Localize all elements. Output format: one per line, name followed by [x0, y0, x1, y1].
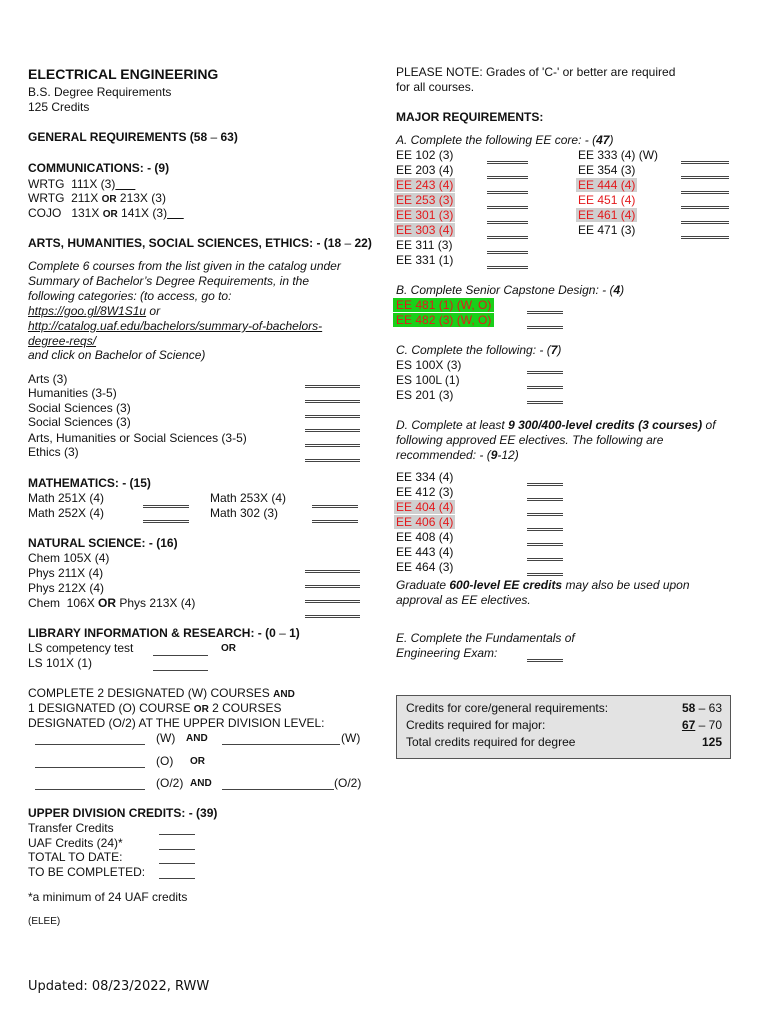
blank-line[interactable] [527, 472, 563, 484]
grad-note-2: approval as EE electives. [396, 593, 531, 607]
e-heading-2: Engineering Exam: [396, 646, 498, 660]
blank-line[interactable] [153, 644, 208, 656]
blank-line[interactable] [305, 433, 360, 445]
core-course: EE 311 (3) [396, 238, 453, 252]
upper-item: Transfer Credits [28, 821, 114, 835]
catalog-long-link-cont[interactable]: degree-reqs/ [28, 334, 97, 348]
o2-label: (O/2) [334, 776, 362, 790]
math-heading: MATHEMATICS: - (15) [28, 476, 151, 490]
c-heading: C. Complete the following: - (7) [396, 343, 562, 357]
arts-item: Ethics (3) [28, 445, 79, 459]
elective-course: EE 443 (4) [396, 545, 454, 559]
library-heading: LIBRARY INFORMATION & RESEARCH: - (0 – 1) [28, 626, 300, 640]
arts-item: Arts (3) [28, 372, 68, 386]
arts-heading: ARTS, HUMANITIES, SOCIAL SCIENCES, ETHICS: - (18 – 22) [28, 236, 372, 250]
upper-item: TOTAL TO DATE: [28, 850, 123, 864]
blank-line[interactable] [487, 165, 528, 177]
note-line-2: for all courses. [396, 80, 475, 94]
blank-line[interactable] [305, 574, 360, 586]
core-course-red: EE 451 (4) [578, 193, 636, 207]
math-item: Math 302 (3) [210, 506, 279, 520]
core-course-red: EE 253 (3) [396, 193, 454, 207]
or-label: OR [190, 756, 205, 767]
elective-course: EE 464 (3) [396, 560, 454, 574]
catalog-short-link[interactable]: https://goo.gl/8W1S1u [28, 304, 147, 318]
arts-desc-3: following categories: (to access, go to: [28, 289, 232, 303]
arts-item: Social Sciences (3) [28, 401, 131, 415]
degree-label: B.S. Degree Requirements [28, 85, 172, 99]
blank-line[interactable] [305, 404, 360, 416]
blank-line[interactable] [305, 448, 360, 460]
summary-label: Credits for core/general requirements: [406, 701, 609, 715]
arts-desc-2: Summary of Bachelor’s Degree Requirements, in the [28, 274, 310, 288]
blank-line[interactable] [159, 867, 195, 879]
core-course: EE 102 (3) [396, 148, 454, 162]
core-course: EE 471 (3) [578, 223, 636, 237]
designated-line-1: COMPLETE 2 DESIGNATED (W) COURSES AND [28, 686, 295, 700]
blank-line[interactable] [527, 648, 563, 660]
science-item: Phys 211X (4) [28, 566, 104, 580]
core-course-red: EE 461 (4) [578, 208, 636, 222]
blank-line[interactable] [35, 778, 145, 790]
program-code: (ELEE) [28, 916, 61, 927]
designated-line-3: DESIGNATED (O/2) AT THE UPPER DIVISION LEVEL: [28, 716, 325, 730]
library-item: LS competency test [28, 641, 134, 655]
blank-line[interactable] [681, 195, 729, 207]
core-course-red: EE 301 (3) [396, 208, 454, 222]
comm-line-1: WRTG 111X (3) [28, 177, 116, 191]
blank-line[interactable] [681, 165, 729, 177]
blank-line[interactable] [681, 180, 729, 192]
library-or: OR [221, 643, 236, 654]
and-label: AND [186, 733, 208, 744]
o2-label: (O/2) [156, 776, 184, 790]
blank-line[interactable] [527, 502, 563, 514]
grad-note-1: Graduate 600-level EE credits may also be used upon [396, 578, 690, 592]
blank-line[interactable] [159, 852, 195, 864]
general-heading: GENERAL REQUIREMENTS (58 – 63) [28, 130, 238, 144]
c-course: ES 100L (1) [396, 373, 460, 387]
core-course-red: EE 444 (4) [578, 178, 636, 192]
arts-desc-1: Complete 6 courses from the list given in the catalog under [28, 259, 341, 273]
blank-line[interactable] [222, 733, 340, 745]
upper-item: TO BE COMPLETED: [28, 865, 146, 879]
core-course-red: EE 303 (4) [396, 223, 454, 237]
science-item: Chem 106X OR Phys 213X (4) [28, 596, 196, 610]
blank-line[interactable] [487, 180, 528, 192]
blank-line[interactable] [487, 240, 528, 252]
blank-line[interactable] [681, 150, 729, 162]
upper-item: UAF Credits (24)* [28, 836, 123, 850]
core-course-red: EE 243 (4) [396, 178, 454, 192]
core-course: EE 203 (4) [396, 163, 454, 177]
arts-item: Arts, Humanities or Social Sciences (3-5) [28, 431, 247, 445]
blank-line[interactable] [487, 225, 528, 237]
upper-heading: UPPER DIVISION CREDITS: - (39) [28, 806, 218, 820]
blank-line[interactable] [305, 559, 360, 571]
upper-footnote: *a minimum of 24 UAF credits [28, 890, 188, 904]
blank-line[interactable] [527, 517, 563, 529]
blank-line[interactable] [153, 659, 208, 671]
communications-heading: COMMUNICATIONS: - (9) [28, 161, 170, 175]
blank-line[interactable] [527, 315, 563, 327]
elective-course-red: EE 406 (4) [396, 515, 454, 529]
comm-line-3: COJO 131X OR 141X (3) [28, 206, 168, 220]
arts-links-line: https://goo.gl/8W1S1u or [28, 304, 161, 318]
blank-line[interactable] [527, 547, 563, 559]
page-title: ELECTRICAL ENGINEERING [28, 66, 219, 82]
summary-value: 58 – 63 [681, 701, 722, 715]
elective-course: EE 408 (4) [396, 530, 454, 544]
credits-label: 125 Credits [28, 100, 90, 114]
blank-line[interactable] [312, 494, 358, 506]
elective-course: EE 334 (4) [396, 470, 454, 484]
science-item: Chem 105X (4) [28, 551, 110, 565]
capstone-heading: B. Complete Senior Capstone Design: - (4) [396, 283, 625, 297]
blank-line[interactable] [222, 778, 334, 790]
o-label: (O) [156, 754, 174, 768]
note-line-1: PLEASE NOTE: Grades of 'C-' or better are required [396, 65, 676, 79]
blank-line[interactable] [159, 823, 195, 835]
summary-label: Total credits required for degree [406, 735, 576, 749]
d-heading-3: recommended: - (9-12) [396, 448, 519, 462]
comm-line-2: WRTG 211X OR 213X (3) [28, 191, 166, 205]
w-label: (W) [156, 731, 176, 745]
d-heading-2: following approved EE electives. The following are [396, 433, 664, 447]
blank-line[interactable] [143, 494, 189, 506]
summary-label: Credits required for major: [406, 718, 546, 732]
blank-line[interactable] [487, 150, 528, 162]
library-item: LS 101X (1) [28, 656, 93, 670]
core-course: EE 333 (4) (W) [578, 148, 659, 162]
blank-line[interactable] [527, 300, 563, 312]
capstone-course: EE 481 (1) (W, O) [396, 298, 494, 312]
blank-line[interactable] [305, 389, 360, 401]
and-label: AND [190, 778, 212, 789]
summary-value: 67 – 70 [681, 718, 722, 732]
blank-line[interactable] [487, 255, 528, 267]
blank-line[interactable] [35, 733, 145, 745]
core-course: EE 354 (3) [578, 163, 636, 177]
blank-line[interactable] [305, 604, 360, 616]
blank-line[interactable] [681, 210, 729, 222]
blank-line[interactable] [312, 509, 358, 521]
science-heading: NATURAL SCIENCE: - (16) [28, 536, 178, 550]
blank-line[interactable] [159, 838, 195, 850]
blank-line[interactable] [527, 562, 563, 574]
blank-line[interactable] [527, 390, 563, 402]
e-heading-1: E. Complete the Fundamentals of [396, 631, 575, 645]
blank-line[interactable] [527, 532, 563, 544]
blank-line[interactable] [143, 509, 189, 521]
blank-line[interactable] [305, 589, 360, 601]
blank-line[interactable] [305, 418, 360, 430]
catalog-long-link[interactable]: http://catalog.uaf.edu/bachelors/summary-of-bachelors- [28, 319, 323, 333]
math-item: Math 251X (4) [28, 491, 105, 505]
major-heading: MAJOR REQUIREMENTS: [396, 110, 544, 124]
blank-line[interactable] [681, 225, 729, 237]
blank-line[interactable] [35, 756, 145, 768]
elective-course-red: EE 404 (4) [396, 500, 454, 514]
blank-line[interactable] [527, 487, 563, 499]
blank-line[interactable] [305, 374, 360, 386]
capstone-course: EE 482 (3) (W, O) [396, 313, 494, 327]
math-item: Math 252X (4) [28, 506, 105, 520]
d-heading-1: D. Complete at least 9 300/400-level credits (3 courses) of [396, 418, 716, 432]
arts-item: Humanities (3-5) [28, 386, 117, 400]
blank-line[interactable] [527, 375, 563, 387]
summary-value: 125 [701, 735, 722, 749]
blank-line[interactable] [487, 210, 528, 222]
designated-line-2: 1 DESIGNATED (O) COURSE OR 2 COURSES [28, 701, 282, 715]
core-course: EE 331 (1) [396, 253, 454, 267]
elective-course: EE 412 (3) [396, 485, 454, 499]
updated-footer: Updated: 08/23/2022, RWW [28, 979, 210, 994]
w-label: (W) [341, 731, 361, 745]
blank-line[interactable] [527, 360, 563, 372]
arts-item: Social Sciences (3) [28, 415, 131, 429]
arts-click-note: and click on Bachelor of Science) [28, 348, 206, 362]
math-item: Math 253X (4) [210, 491, 287, 505]
c-course: ES 100X (3) [396, 358, 462, 372]
blank-line[interactable] [487, 195, 528, 207]
core-heading: A. Complete the following EE core: - (47) [396, 133, 614, 147]
science-item: Phys 212X (4) [28, 581, 105, 595]
c-course: ES 201 (3) [396, 388, 454, 402]
